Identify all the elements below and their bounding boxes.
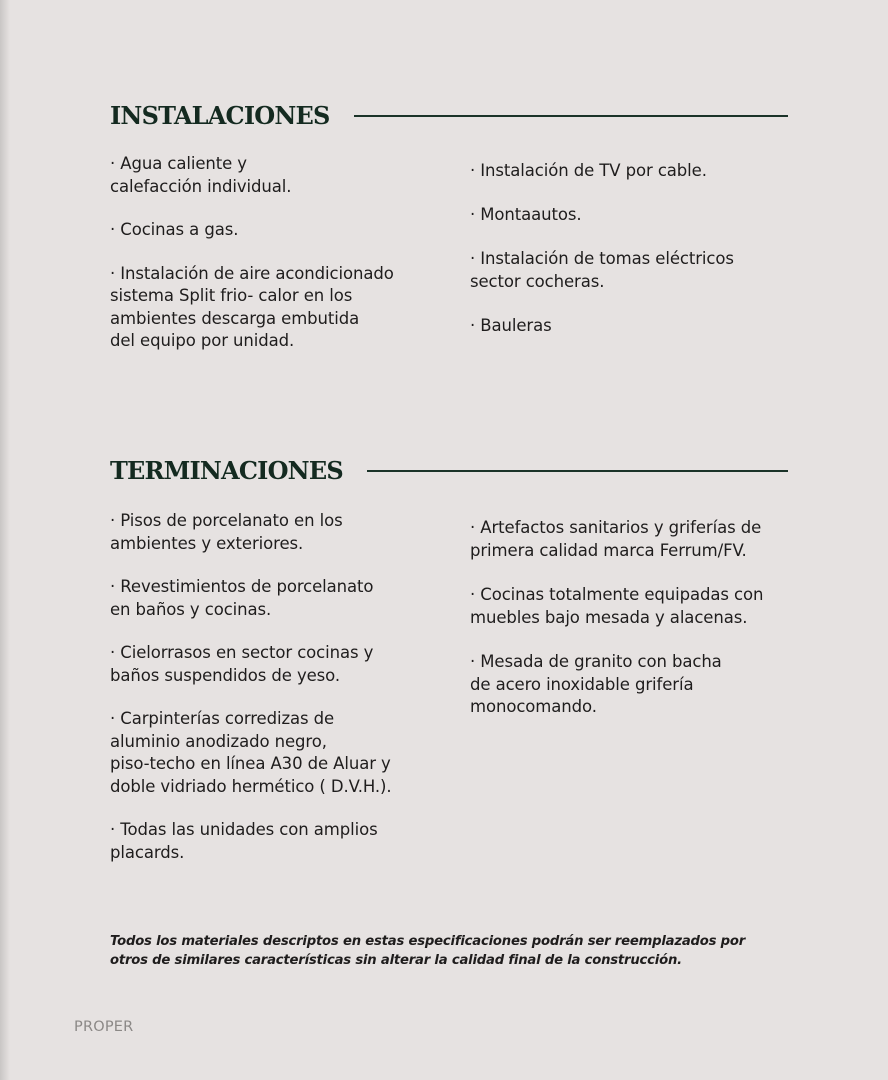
list-item: · Instalación de TV por cable. [470,161,707,180]
list-item: · Revestimientos de porcelanato en baños y cocinas. [110,577,374,619]
disclaimer-line: otros de similares características sin alterar la calidad final de la construcción. [110,953,682,968]
list-item: · Carpinterías corredizas de aluminio anodizado negro, piso-techo en línea A30 de Aluar y doble vidriado hermético ( D.V.H.). [110,709,392,796]
list-item: · Bauleras [470,315,552,335]
list-item: · Agua caliente y calefacción individual. [110,154,292,196]
list-item: · Artefactos sanitarios y griferías de primera calidad marca Ferrum/FV. [470,518,762,560]
list-item: · Todas las unidades con amplios placards. [110,820,378,862]
list-item: · Cocinas a gas. [110,220,239,239]
section-title-instalaciones: INSTALACIONES [110,101,330,130]
section-title-terminaciones: TERMINACIONES [110,456,343,485]
terminaciones-left-list [110,510,392,864]
instalaciones-left-list [110,153,394,353]
list-item: · Pisos de porcelanato en los ambientes y exteriores. [110,511,343,553]
section-divider [367,470,788,472]
section-header-terminaciones [110,456,788,485]
disclaimer-line: Todos los materiales descriptos en estas especificaciones podrán ser reemplazados por [110,934,746,949]
list-item: · Montaautos. [470,205,582,224]
list-item: · Cielorrasos en sector cocinas y baños suspendidos de yeso. [110,643,374,685]
disclaimer-note [110,932,790,970]
section-divider [354,115,788,117]
section-header-instalaciones [110,101,788,130]
page-edge-shadow [0,0,10,1080]
list-item: · Cocinas totalmente equipadas con muebles bajo mesada y alacenas. [470,585,764,627]
list-item: · Instalación de aire acondicionado sistema Split frio- calor en los ambientes descarga embutida del equipo por unidad. [110,263,394,350]
terminaciones-right-list [470,517,763,719]
list-item: · Mesada de granito con bacha de acero inoxidable grifería monocomando. [470,652,722,716]
list-item: · Instalación de tomas eléctricos sector cocheras. [470,249,734,291]
instalaciones-right-list [470,160,734,337]
brand-label: PROPER [74,1019,134,1035]
